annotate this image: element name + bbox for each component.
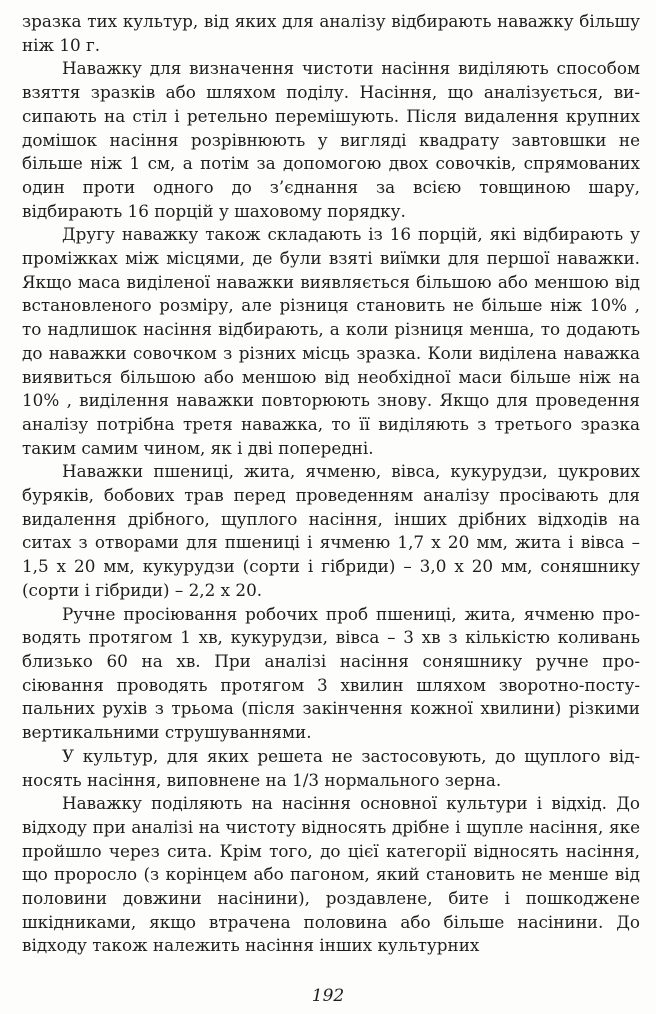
- paragraph-1: зразка тих культур, від яких для аналізу відбирають наважку більшу ніж 10 г.: [22, 11, 640, 55]
- paragraph-2: Наважку для визначення чистоти насіння виділяють способом взяття зразків або шляхом поділу. Насіння, що аналізується, висипають на стіл і ретельно перемішують. Після видалення крупних домішок насіння розрівнюють у вигляді квадрату завтовшки не більше ніж 1 см, а потім за допомогою двох совочків, спрямованих один проти одного до з’єднання за всією товщиною шару, відбирають 16 порцій у шаховому порядку.: [22, 58, 640, 221]
- paragraph-7: Наважку поділяють на насіння основної культури і відхід. До відходу при аналізі на чистоту відносять дрібне і щупле насіння, яке пройшло через сита. Крім того, до цієї категорії відносять насіння, що проросло (з корінцем або пагоном, який становить не менше від половини довжини насінини), роздавлене, бите і пошкоджене шкідниками, якщо втрачена половина або більше насінини. До відходу також належить насіння інших культурних: [22, 793, 640, 956]
- paragraph-5: Ручне просіювання робочих проб пшениці, жита, ячменю проводять протягом 1 хв, кукурудзи, вівса – 3 хв з кількістю коливань близько 60 на хв. При аналізі насіння соняшнику ручне просіювання проводять протягом 3 хвилин шляхом зворотно-поступальних рухів з трьома (після закінчення кожної хвилини) різкими вертикальними струшуваннями.: [22, 603, 640, 743]
- paragraph-4: Наважки пшениці, жита, ячменю, вівса, кукурудзи, цукрових буряків, бобових трав перед проведенням аналізу просівають для видалення дрібного, щуплого насіння, інших дрібних відходів на ситах з отворами для пшениці і ячменю 1,7 х 20 мм, жита і вівса – 1,5 х 20 мм, кукурудзи (сорти і гібриди) – 3,0 х 20 мм, соняшнику (сорти і гібриди) – 2,2 х 20.: [22, 461, 640, 600]
- body-text: [22, 10, 640, 958]
- paragraph-3: Другу наважку також складають із 16 порцій, які відбирають у проміжках між місцями, де були взяті виїмки для першої наважки. Якщо маса виділеної наважки виявляється більшою або меншою від встановленого розміру, але різниця становить не більше ніж 10% , то надлишок насіння відбирають, а коли різниця менша, то додають до наважки совочком з різних місць зразка. Коли виділена наважка виявиться більшою або меншою від необхідної маси більше ніж на 10% , виділення наважки повторюють знову. Якщо для проведення аналізу потрібна третя наважка, то її виділяють з третього зразка таким самим чином, як і дві попередні.: [22, 224, 640, 458]
- paragraph-6: У культур, для яких решета не застосовують, до щуплого відносять насіння, виповнене на 1/3 нормального зерна.: [22, 745, 640, 790]
- page-number: 192: [311, 986, 345, 1006]
